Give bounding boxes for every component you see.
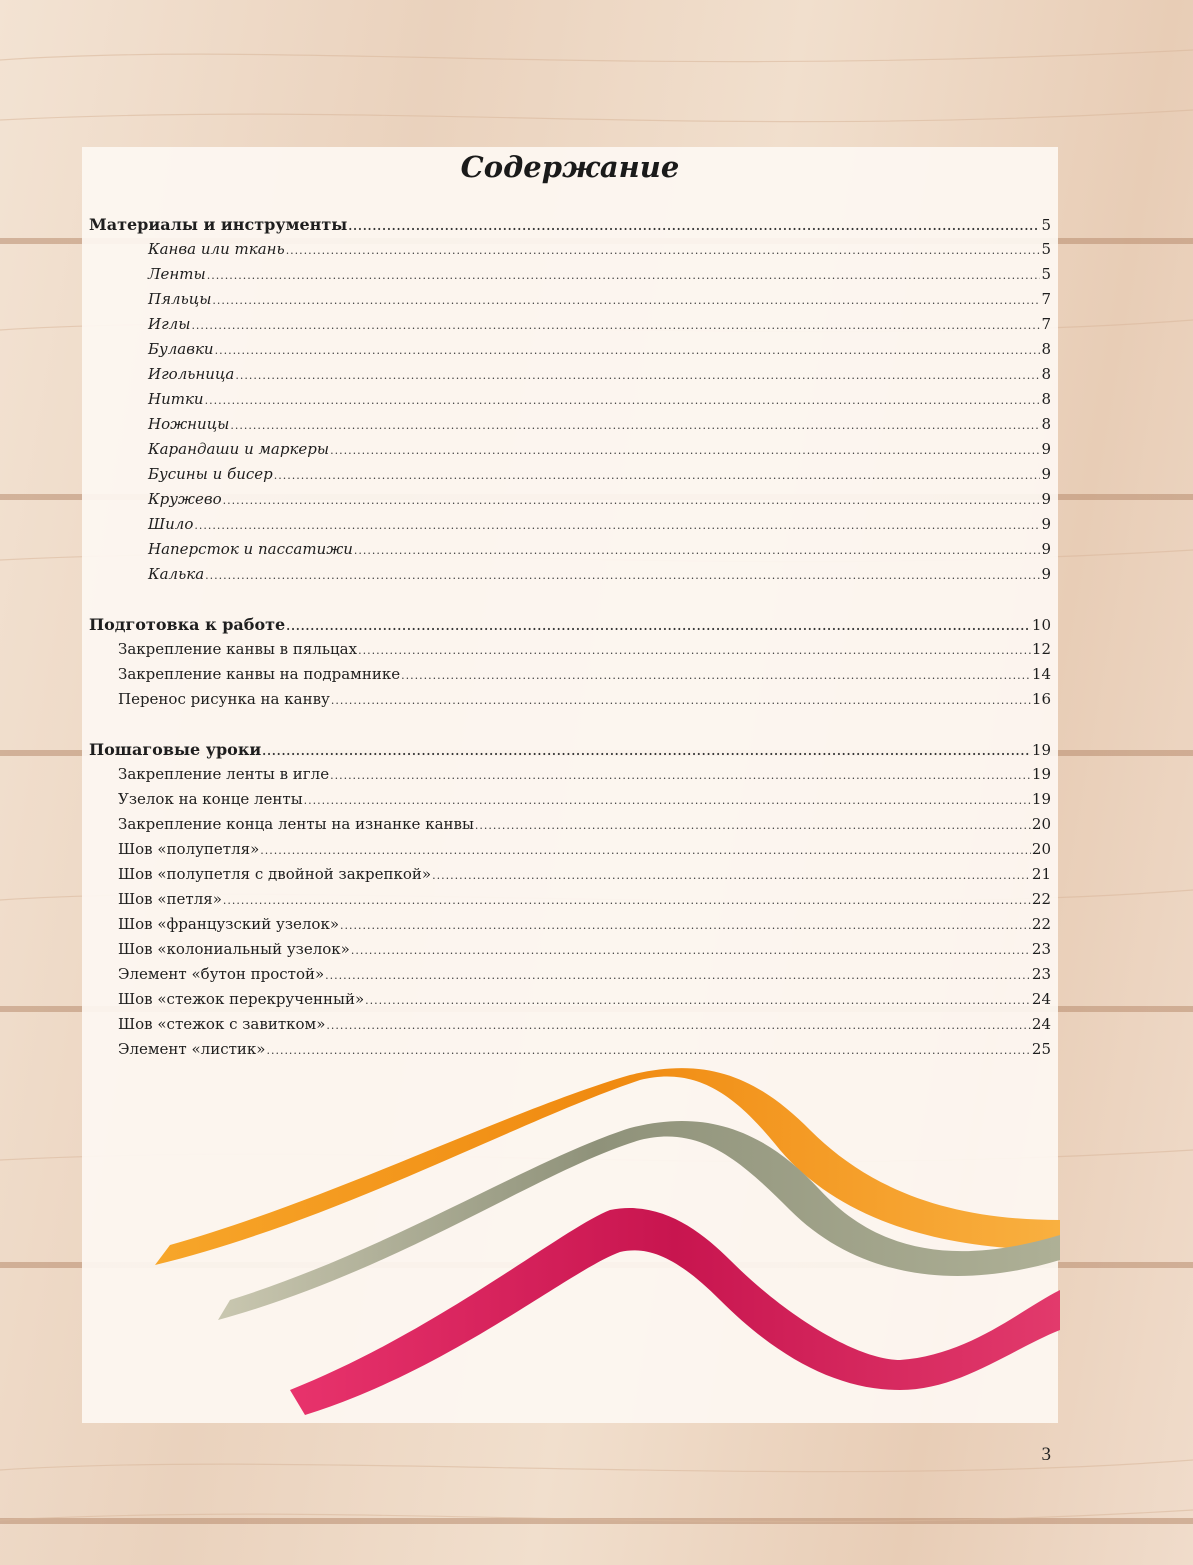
toc-entry-label: Наперсток и пассатижи bbox=[148, 540, 353, 558]
toc-entry bbox=[89, 312, 1051, 337]
toc-entry-label: Закрепление конца ленты на изнанке канвы bbox=[118, 815, 474, 833]
dot-leader bbox=[205, 388, 1041, 413]
dot-leader bbox=[191, 313, 1040, 338]
toc-section-heading bbox=[89, 212, 1051, 237]
toc-entry bbox=[89, 687, 1051, 712]
toc-entry-label: Игольница bbox=[148, 365, 235, 383]
toc-entry-label: Шов «полупетля» bbox=[118, 840, 260, 858]
toc-page-number: 8 bbox=[1041, 415, 1051, 433]
toc-entry bbox=[89, 962, 1051, 987]
toc-entry bbox=[89, 912, 1051, 937]
toc-page-number: 25 bbox=[1031, 1040, 1051, 1058]
dot-leader bbox=[274, 463, 1041, 488]
toc-page-number: 7 bbox=[1041, 315, 1051, 333]
toc-entry-label: Шов «полупетля с двойной закрепкой» bbox=[118, 865, 432, 883]
toc-entry bbox=[89, 487, 1051, 512]
toc-entry-label: Ленты bbox=[148, 265, 206, 283]
toc-entry bbox=[89, 1012, 1051, 1037]
ribbons-illustration bbox=[140, 1060, 1060, 1420]
toc-entry bbox=[89, 862, 1051, 887]
dot-leader bbox=[331, 688, 1031, 713]
dot-leader bbox=[401, 663, 1031, 688]
toc-page-number: 9 bbox=[1041, 515, 1051, 533]
dot-leader bbox=[358, 638, 1031, 663]
toc-entry bbox=[89, 437, 1051, 462]
toc-entry bbox=[89, 462, 1051, 487]
table-of-contents bbox=[89, 212, 1051, 1062]
toc-entry bbox=[89, 512, 1051, 537]
toc-entry-label: Бусины и бисер bbox=[148, 465, 273, 483]
dot-leader bbox=[262, 739, 1031, 764]
toc-entry bbox=[89, 987, 1051, 1012]
toc-entry bbox=[89, 337, 1051, 362]
toc-entry-label: Нитки bbox=[148, 390, 204, 408]
toc-page-number: 23 bbox=[1031, 940, 1051, 958]
toc-page-number: 22 bbox=[1031, 890, 1051, 908]
toc-entry-label: Шов «стежок с завитком» bbox=[118, 1015, 326, 1033]
toc-entry-label: Кружево bbox=[148, 490, 222, 508]
toc-entry bbox=[89, 237, 1051, 262]
toc-entry bbox=[89, 762, 1051, 787]
toc-page-number: 5 bbox=[1041, 240, 1051, 258]
toc-entry bbox=[89, 812, 1051, 837]
dot-leader bbox=[215, 338, 1041, 363]
toc-page-number: 9 bbox=[1041, 540, 1051, 558]
toc-entry-label: Шов «французский узелок» bbox=[118, 915, 340, 933]
toc-entry-label: Закрепление канвы в пяльцах bbox=[118, 640, 358, 658]
dot-leader bbox=[286, 614, 1031, 639]
toc-entry-label: Пяльцы bbox=[148, 290, 212, 308]
toc-page-number: 20 bbox=[1031, 840, 1051, 858]
toc-section-heading bbox=[89, 737, 1051, 762]
toc-page-number: 9 bbox=[1041, 490, 1051, 508]
dot-leader bbox=[326, 1013, 1031, 1038]
toc-page-number: 9 bbox=[1041, 465, 1051, 483]
toc-entry-label: Ножницы bbox=[148, 415, 230, 433]
toc-entry bbox=[89, 637, 1051, 662]
toc-page-number: 21 bbox=[1031, 865, 1051, 883]
toc-page-number: 10 bbox=[1031, 616, 1051, 634]
dot-leader bbox=[365, 988, 1031, 1013]
toc-entry-label: Булавки bbox=[148, 340, 214, 358]
toc-entry bbox=[89, 562, 1051, 587]
toc-entry-label: Элемент «бутон простой» bbox=[118, 965, 325, 983]
dot-leader bbox=[330, 763, 1031, 788]
toc-page-number: 5 bbox=[1041, 265, 1051, 283]
dot-leader bbox=[230, 413, 1040, 438]
toc-page-number: 16 bbox=[1031, 690, 1051, 708]
toc-entry-label: Элемент «листик» bbox=[118, 1040, 266, 1058]
toc-page-number: 12 bbox=[1031, 640, 1051, 658]
toc-entry-label: Калька bbox=[148, 565, 205, 583]
toc-entry-label: Пошаговые уроки bbox=[89, 740, 262, 759]
section-spacer bbox=[89, 712, 1051, 737]
toc-page-number: 7 bbox=[1041, 290, 1051, 308]
dot-leader bbox=[325, 963, 1031, 988]
dot-leader bbox=[260, 838, 1031, 863]
dot-leader bbox=[223, 888, 1031, 913]
toc-page-number: 19 bbox=[1031, 741, 1051, 759]
toc-page-number: 8 bbox=[1041, 365, 1051, 383]
toc-page-number: 24 bbox=[1031, 990, 1051, 1008]
toc-entry-label: Шов «петля» bbox=[118, 890, 222, 908]
toc-entry bbox=[89, 262, 1051, 287]
dot-leader bbox=[432, 863, 1031, 888]
toc-page-number: 8 bbox=[1041, 340, 1051, 358]
toc-page-number: 19 bbox=[1031, 790, 1051, 808]
dot-leader bbox=[330, 438, 1040, 463]
toc-page-number: 9 bbox=[1041, 440, 1051, 458]
toc-entry bbox=[89, 387, 1051, 412]
toc-entry-label: Канва или ткань bbox=[148, 240, 285, 258]
dot-leader bbox=[223, 488, 1041, 513]
toc-entry-label: Шов «колониальный узелок» bbox=[118, 940, 350, 958]
toc-entry-label: Карандаши и маркеры bbox=[148, 440, 330, 458]
toc-entry-label: Шило bbox=[148, 515, 194, 533]
toc-page-number: 5 bbox=[1041, 216, 1051, 234]
toc-page-number: 14 bbox=[1031, 665, 1051, 683]
toc-entry-label: Узелок на конце ленты bbox=[118, 790, 303, 808]
toc-page-number: 22 bbox=[1031, 915, 1051, 933]
section-spacer bbox=[89, 587, 1051, 612]
dot-leader bbox=[212, 288, 1040, 313]
toc-entry bbox=[89, 362, 1051, 387]
dot-leader bbox=[304, 788, 1031, 813]
toc-entry-label: Шов «стежок перекрученный» bbox=[118, 990, 365, 1008]
page-title: Содержание bbox=[460, 150, 680, 184]
toc-entry-label: Закрепление канвы на подрамнике bbox=[118, 665, 401, 683]
toc-entry-label: Иглы bbox=[148, 315, 191, 333]
toc-page-number: 9 bbox=[1041, 565, 1051, 583]
dot-leader bbox=[354, 538, 1041, 563]
toc-entry bbox=[89, 1037, 1051, 1062]
dot-leader bbox=[194, 513, 1040, 538]
toc-entry-label: Материалы и инструменты bbox=[89, 215, 348, 234]
dot-leader bbox=[351, 938, 1031, 963]
toc-entry-label: Закрепление ленты в игле bbox=[118, 765, 330, 783]
toc-entry bbox=[89, 662, 1051, 687]
toc-page-number: 20 bbox=[1031, 815, 1051, 833]
dot-leader bbox=[235, 363, 1040, 388]
toc-entry bbox=[89, 537, 1051, 562]
toc-section-heading bbox=[89, 612, 1051, 637]
toc-entry bbox=[89, 937, 1051, 962]
toc-page-number: 8 bbox=[1041, 390, 1051, 408]
dot-leader bbox=[205, 563, 1040, 588]
dot-leader bbox=[348, 214, 1040, 239]
dot-leader bbox=[207, 263, 1041, 288]
toc-page-number: 24 bbox=[1031, 1015, 1051, 1033]
toc-entry bbox=[89, 837, 1051, 862]
toc-entry-label: Подготовка к работе bbox=[89, 615, 286, 634]
dot-leader bbox=[286, 238, 1041, 263]
page-number: 3 bbox=[1041, 1444, 1051, 1465]
toc-page-number: 19 bbox=[1031, 765, 1051, 783]
toc-page-number: 23 bbox=[1031, 965, 1051, 983]
toc-entry bbox=[89, 412, 1051, 437]
dot-leader bbox=[340, 913, 1031, 938]
dot-leader bbox=[475, 813, 1031, 838]
toc-entry-label: Перенос рисунка на канву bbox=[118, 690, 330, 708]
toc-entry bbox=[89, 787, 1051, 812]
toc-entry bbox=[89, 287, 1051, 312]
toc-entry bbox=[89, 887, 1051, 912]
